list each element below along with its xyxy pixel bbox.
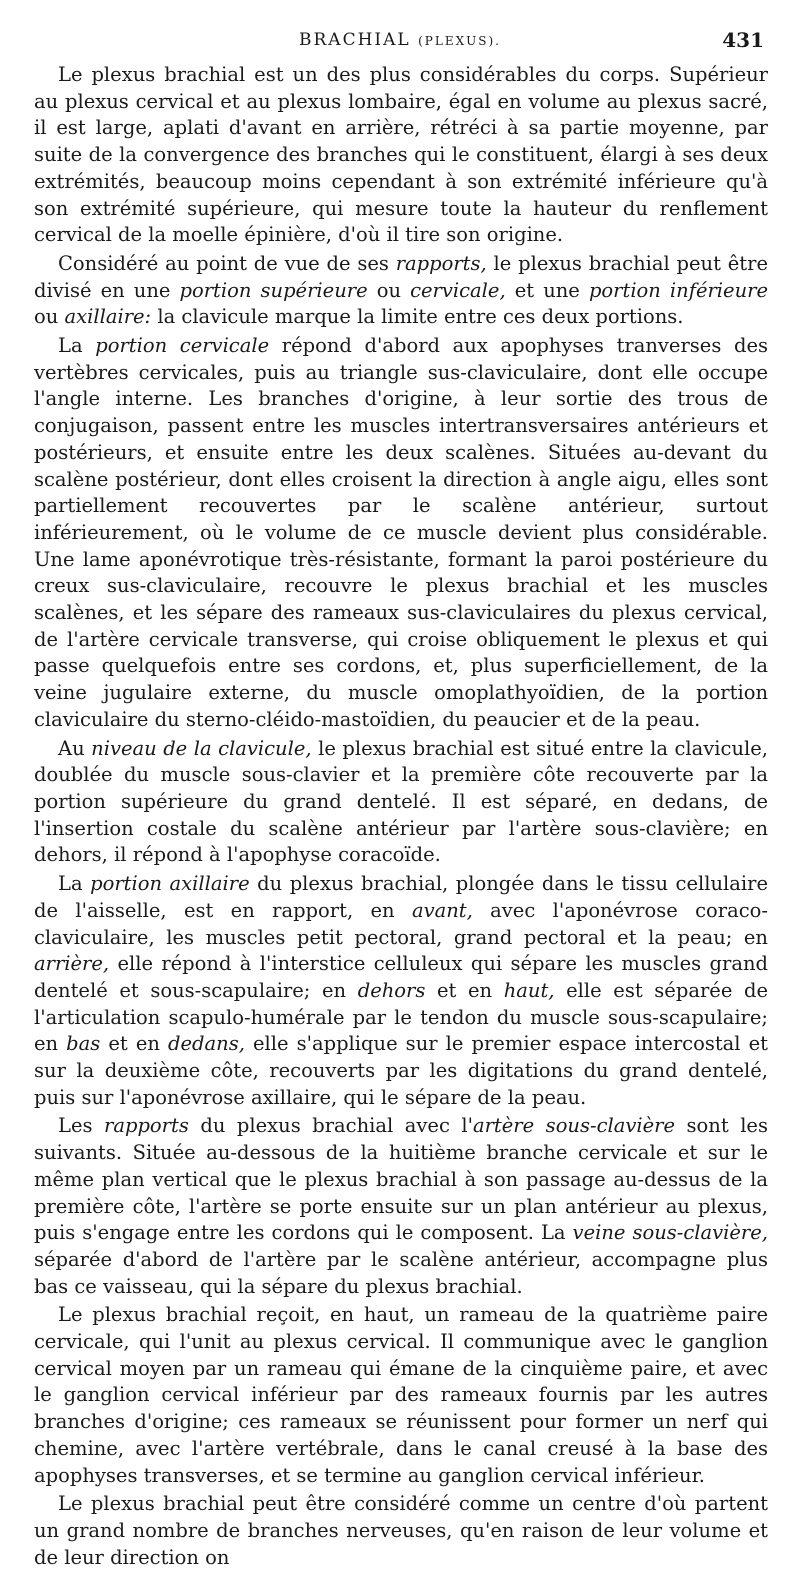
italic-text: veine sous-clavière, [572,1221,768,1245]
text-run: le plexus brachial est situé entre la clavicule, doublée du muscle sous-clavier et la première côte recouverte par la portion supérieure du grand dentelé. Il est séparé, en dedans, de l'insertion costale du scalène antérieur par l'artère sous-clavière; en dehors, il répond à l'apophyse coracoïde. [34,736,768,867]
text-run: Au [58,736,92,760]
paragraph [34,251,768,331]
italic-text: arrière, [34,952,110,976]
text-run: La [58,334,96,358]
text-run: sont les suivants. Située au-dessous de la huitième branche cervicale et sur le même plan vertical que le plexus brachial à son passage au-dessus de la première côte, l'artère se porte ensuite sur un plan antérieur au plexus, puis s'engage entre les cordons qui le composent. La [34,1114,768,1245]
text-run: séparée d'abord de l'artère par le scalène antérieur, accompagne plus bas ce vaisseau, qui la sépare du plexus brachial. [34,1247,768,1298]
body-text [34,62,768,1573]
italic-text: rapports, [395,251,487,275]
text-run: et en [425,978,504,1002]
italic-text: haut, [503,978,555,1002]
italic-text: portion supérieure [179,278,368,302]
italic-text: rapports [104,1114,189,1138]
italic-text: niveau de la clavicule, [91,736,312,760]
italic-text: cervicale, [410,278,506,302]
paragraph [34,333,768,734]
text-run: ou [34,305,65,329]
paragraph [34,871,768,1111]
italic-text: portion axillaire [90,872,250,896]
italic-text: portion inférieure [588,278,769,302]
running-header [0,30,800,60]
paragraph [34,1113,768,1300]
text-run: et une [505,278,589,302]
italic-text: artère sous-clavière [472,1114,676,1138]
italic-text: dehors [357,978,426,1002]
text-run: la clavicule marque la limite entre ces deux portions. [151,305,684,329]
text-run: Considéré au point de vue de ses [58,251,396,275]
paragraph [34,736,768,870]
italic-text: bas [66,1032,101,1056]
running-title [0,30,800,50]
paragraph [34,1302,768,1489]
text-run: avec l'aponévrose coraco-claviculaire, les muscles petit pectoral, grand pectoral et la peau; en [34,898,768,949]
text-run: elle répond à l'interstice celluleux qui sépare les muscles grand dentelé et sous-scapulaire; en [34,952,768,1002]
italic-text: portion cervicale [95,334,270,358]
text-run: elle s'applique sur le premier espace intercostal et sur la deuxième côte, recouverts par les digitations du grand dentelé, puis sur l'aponévrose axillaire, qui le sépare de la peau. [34,1032,768,1109]
text-run: du plexus brachial avec l' [188,1114,473,1138]
header-title: BRACHIAL [299,30,411,50]
text-run: du plexus brachial, plongée dans le tissu cellulaire de l'aisselle, est en rapport, en [34,872,768,922]
text-run: Le plexus brachial est un des plus considérables du corps. Supérieur au plexus cervical et au plexus lombaire, égal en volume au plexus sacré, il est large, aplati d'avant en arrière, rétréci à sa partie moyenne, par suite de la convergence des branches qui le constituent, élargi à ses deux extrémités, beaucoup moins cependant à son extrémité inférieure qu'à son extrémité supérieure, qui mesure toute la hauteur du renflement cervical de la moelle épinière, d'où il tire son origine. [34,63,768,247]
text-run: Les [58,1114,105,1138]
text-run: Le plexus brachial peut être considéré comme un centre d'où partent un grand nombre de branches nerveuses, qu'en raison de leur volume et de leur direction on [34,1492,768,1569]
text-run: La [58,872,91,896]
page-number: 431 [722,28,764,52]
text-run: répond d'abord aux apophyses tranverses des vertèbres cervicales, puis au triangle sus-claviculaire, dont elle occupe l'angle interne. Les branches d'origine, à leur sortie des trous de conjugaison, passent entre les muscles intertransversaires antérieurs et postérieurs, et ensuite entre les deux scalènes. Situées au-devant du scalène postérieur, dont elles croisent la direction à angle aigu, elles sont partiellement recouvertes par le scalène antérieur, surtout inférieurement, où le volume de ce muscle devient plus considérable. Une lame aponévrotique très-résistante, formant la paroi postérieure du creux sus-claviculaire, recouvre le plexus brachial et les muscles scalènes, et les sépare des rameaux sus-claviculaires du plexus cervical, de l'artère cervicale transverse, qui croise obliquement le plexus et qui passe quelquefois entre ses cordons, et, plus superficiellement, de la veine jugulaire externe, du muscle omoplathyoïdien, de la portion claviculaire du sterno-cléido-mastoïdien, du peaucier et de la peau. [34,334,769,731]
italic-text: avant, [411,898,473,922]
italic-text: dedans, [168,1032,245,1056]
italic-text: axillaire: [64,305,152,329]
header-subtitle: (PLEXUS). [418,34,501,48]
paragraph [34,62,768,249]
text-run: elle est séparée de l'articulation scapulo-humérale par le tendon du muscle sous-scapulaire; en [34,978,768,1056]
text-run: ou [367,278,411,302]
paragraph [34,1491,768,1571]
text-run: et en [100,1032,168,1056]
text-run: le plexus brachial peut être divisé en une [34,251,768,302]
text-run: Le plexus brachial reçoit, en haut, un rameau de la quatrième paire cervicale, qui l'unit au plexus cervical. Il communique avec le ganglion cervical moyen par un rameau qui émane de la cinquième paire, et avec le ganglion cervical inférieur par des rameaux fournis par les autres branches d'origine; ces rameaux se réunissent pour former un nerf qui chemine, avec l'artère vertébrale, dans le canal creusé à la base des apophyses transverses, et se termine au ganglion cervical inférieur. [34,1303,768,1487]
